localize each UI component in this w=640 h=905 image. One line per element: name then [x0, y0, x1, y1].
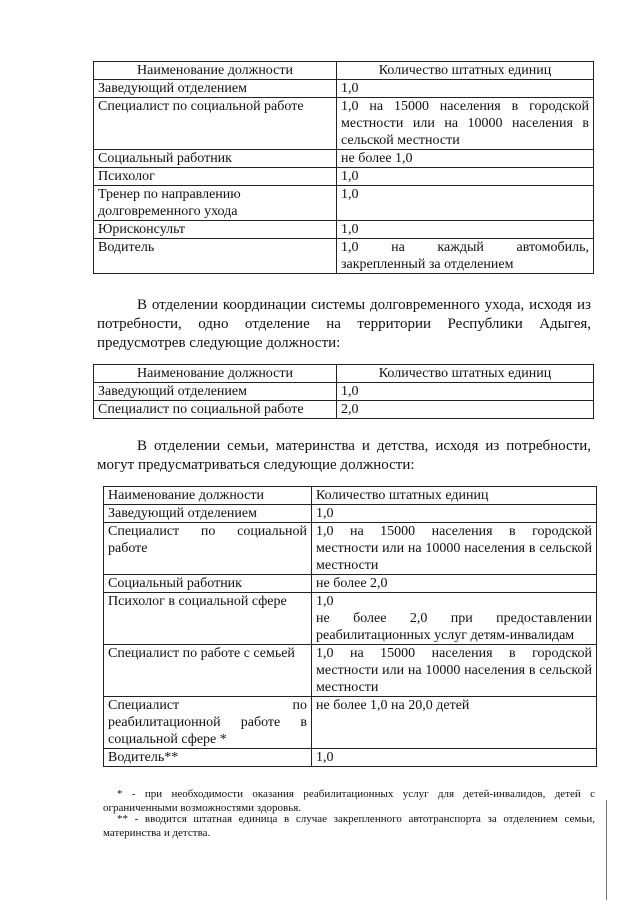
paragraph-ltc-coordination: В отделении координации системы долговременного ухода, исходя из потребности, одно отделение на территории Республики Адыгея, предусмотрев следующие должности: [97, 297, 591, 351]
table-row [104, 575, 597, 593]
table-row [94, 239, 594, 274]
table-header-row [94, 62, 594, 80]
position-cell: Специалист по социальной работе [104, 523, 312, 575]
table-row [104, 697, 597, 749]
table-row [104, 523, 597, 575]
position-cell: Юрисконсульт [94, 221, 337, 239]
table-row [94, 401, 594, 419]
paragraph-family-department: В отделении семьи, материнства и детства, исходя из потребности, могут предусматриваться следующие должности: [97, 438, 591, 473]
position-cell: Тренер по направлению долговременного ухода [94, 186, 337, 221]
header-position: Наименование должности [94, 365, 337, 383]
table-header-row [104, 487, 597, 505]
table-row [94, 80, 594, 98]
units-cell: 1,0 [337, 383, 594, 401]
units-cell: 1,0 [337, 221, 594, 239]
header-units: Количество штатных единиц [312, 487, 597, 505]
staff-table-ltc-department [93, 61, 594, 274]
units-cell: 1,0 на каждый автомобиль, закрепленный за отделением [337, 239, 594, 274]
units-line: 1,0 [316, 594, 334, 609]
header-units: Количество штатных единиц [337, 62, 594, 80]
units-note: не более 2,0 при предоставлении реабилитационных услуг детям-инвалидам [316, 611, 592, 643]
units-cell: 1,0 на 15000 населения в городской местности или на 10000 населения в сельской местности [312, 523, 597, 575]
table-row [94, 383, 594, 401]
position-cell: Водитель** [104, 749, 312, 767]
position-cell: Психолог в социальной сфере [104, 593, 312, 645]
units-cell: 1,0 на 15000 населения в городской местности или на 10000 населения в сельской местности [337, 98, 594, 150]
units-cell: 1,0 [312, 505, 597, 523]
units-cell: 1,0 [312, 749, 597, 767]
staff-table-coordination-department [93, 364, 594, 419]
table-row [94, 98, 594, 150]
position-cell: Заведующий отделением [94, 80, 337, 98]
units-cell: не более 1,0 на 20,0 детей [312, 697, 597, 749]
position-cell: Социальный работник [94, 150, 337, 168]
position-cell: Специалист по реабилитационной работе в социальной сфере * [104, 697, 312, 749]
footnote-rehabilitation: * - при необходимости оказания реабилитационных услуг для детей-инвалидов, детей с ограниченными возможностями здоровья. [103, 788, 595, 814]
units-cell [312, 593, 597, 645]
table-row [104, 593, 597, 645]
units-cell: не более 2,0 [312, 575, 597, 593]
units-cell: 1,0 [337, 186, 594, 221]
header-units: Количество штатных единиц [337, 365, 594, 383]
table-row [104, 645, 597, 697]
position-cell: Психолог [94, 168, 337, 186]
units-cell: не более 1,0 [337, 150, 594, 168]
table-row [94, 150, 594, 168]
position-cell: Специалист по социальной работе [94, 401, 337, 419]
table-row [104, 505, 597, 523]
position-cell: Специалист по работе с семьей [104, 645, 312, 697]
table-row [94, 168, 594, 186]
units-cell: 1,0 [337, 80, 594, 98]
position-cell: Водитель [94, 239, 337, 274]
table-row [94, 221, 594, 239]
staff-table-family-department [103, 486, 597, 767]
position-cell: Специалист по социальной работе [94, 98, 337, 150]
position-cell: Социальный работник [104, 575, 312, 593]
footnote-driver: ** - вводится штатная единица в случае закрепленного автотранспорта за отделением семьи, материнства и детства. [103, 813, 595, 839]
position-cell: Заведующий отделением [94, 383, 337, 401]
table-header-row [94, 365, 594, 383]
units-cell: 1,0 на 15000 населения в городской местности или на 10000 населения в сельской местности [312, 645, 597, 697]
units-cell: 2,0 [337, 401, 594, 419]
header-position: Наименование должности [104, 487, 312, 505]
scan-edge-line [606, 800, 607, 900]
position-cell: Заведующий отделением [104, 505, 312, 523]
table-row [104, 749, 597, 767]
header-position: Наименование должности [94, 62, 337, 80]
units-cell: 1,0 [337, 168, 594, 186]
table-row [94, 186, 594, 221]
